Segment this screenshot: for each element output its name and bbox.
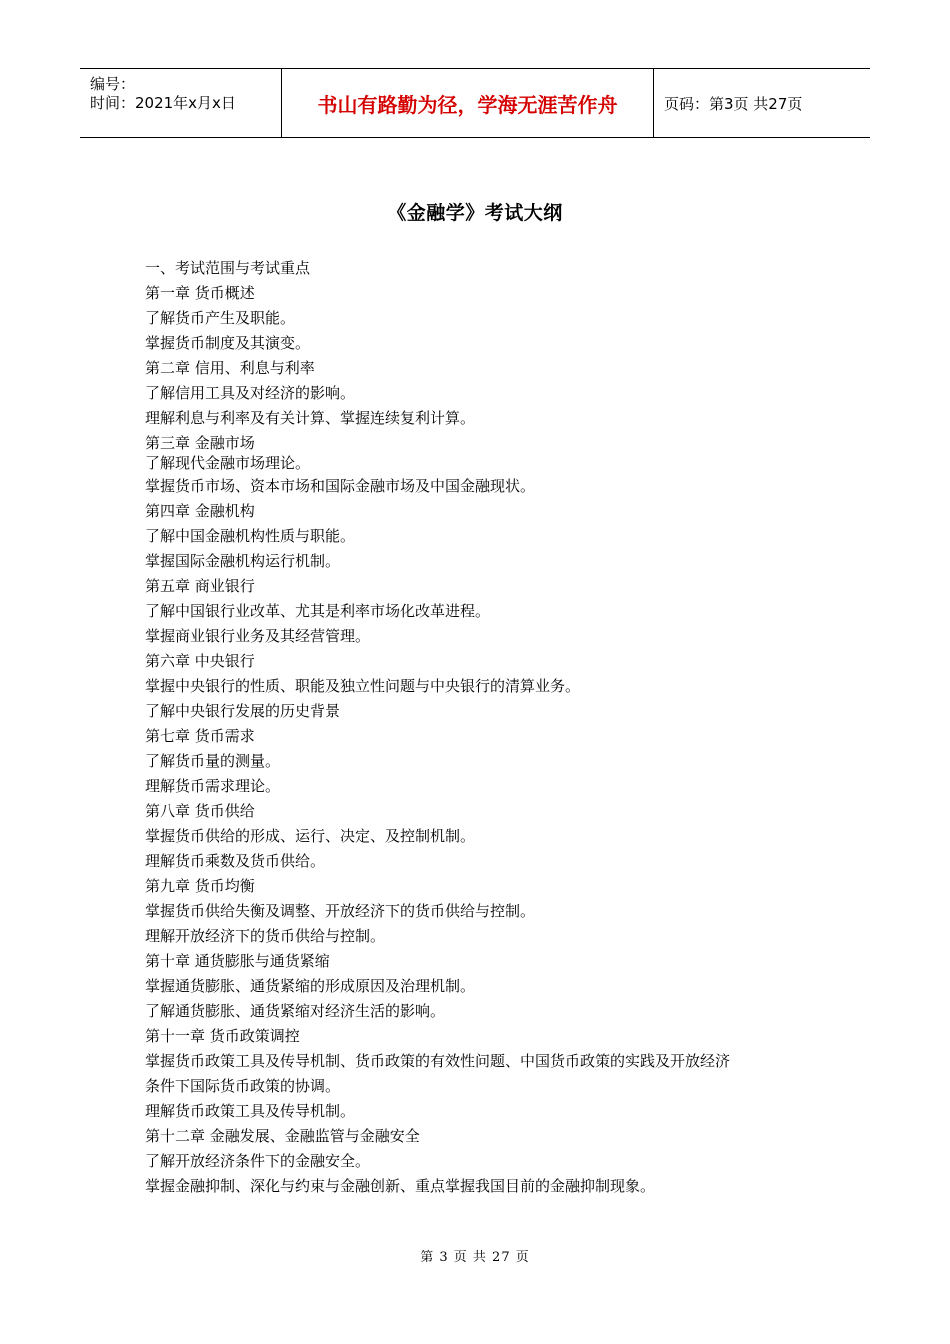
header-page-info: 页码：第3页 共27页 (664, 94, 803, 113)
body-line: 第八章 货币供给 (145, 802, 255, 820)
body-line: 第二章 信用、利息与利率 (145, 359, 315, 377)
body-line: 掌握通货膨胀、通货紧缩的形成原因及治理机制。 (145, 977, 476, 995)
body-line: 第七章 货币需求 (145, 727, 255, 745)
number-label: 编号： (90, 75, 136, 93)
body-line: 了解中国金融机构性质与职能。 (145, 527, 356, 545)
body-line: 理解货币政策工具及传导机制。 (145, 1102, 356, 1120)
body-line: 第四章 金融机构 (145, 502, 255, 520)
body-line: 了解通货膨胀、通货紧缩对经济生活的影响。 (145, 1002, 446, 1020)
body-line: 掌握金融抑制、深化与约束与金融创新、重点掌握我国目前的金融抑制现象。 (145, 1177, 656, 1195)
body-line: 了解信用工具及对经济的影响。 (145, 384, 356, 402)
body-line: 第十二章 金融发展、金融监管与金融安全 (145, 1127, 420, 1145)
body-line: 理解货币需求理论。 (145, 777, 281, 795)
body-line: 了解现代金融市场理论。 (145, 454, 311, 472)
body-line: 了解货币量的测量。 (145, 752, 281, 770)
body-line: 条件下国际货币政策的协调。 (145, 1077, 341, 1095)
body-line: 掌握货币供给失衡及调整、开放经济下的货币供给与控制。 (145, 902, 536, 920)
page-footer: 第 3 页 共 27 页 (420, 1250, 530, 1265)
body-line: 掌握货币政策工具及传导机制、货币政策的有效性问题、中国货币政策的实践及开放经济 (145, 1052, 731, 1070)
body-line: 了解货币产生及职能。 (145, 309, 296, 327)
body-line: 一、考试范围与考试重点 (145, 259, 311, 277)
body-line: 了解中央银行发展的历史背景 (145, 702, 341, 720)
header-motto: 书山有路勤为径，学海无涯苦作舟 (282, 69, 654, 137)
body-line: 掌握货币市场、资本市场和国际金融市场及中国金融现状。 (145, 477, 536, 495)
body-line: 理解利息与利率及有关计算、掌握连续复利计算。 (145, 409, 476, 427)
page-header (80, 68, 870, 138)
body-line: 第十章 通货膨胀与通货紧缩 (145, 952, 330, 970)
body-line: 了解中国银行业改革、尤其是利率市场化改革进程。 (145, 602, 491, 620)
body-line: 理解开放经济下的货币供给与控制。 (145, 927, 386, 945)
body-line: 掌握货币供给的形成、运行、决定、及控制机制。 (145, 827, 476, 845)
body-line: 第三章 金融市场 (145, 434, 255, 452)
body-line: 第九章 货币均衡 (145, 877, 255, 895)
body-line: 掌握国际金融机构运行机制。 (145, 552, 341, 570)
body-line: 掌握货币制度及其演变。 (145, 334, 311, 352)
date-label: 时间：2021年x月x日 (90, 94, 236, 112)
body-line: 第十一章 货币政策调控 (145, 1027, 300, 1045)
body-line: 掌握中央银行的性质、职能及独立性问题与中央银行的清算业务。 (145, 677, 581, 695)
body-line: 第六章 中央银行 (145, 652, 255, 670)
body-line: 了解开放经济条件下的金融安全。 (145, 1152, 371, 1170)
document-title: 《金融学》考试大纲 (387, 202, 563, 224)
body-line: 第五章 商业银行 (145, 577, 255, 595)
body-line: 掌握商业银行业务及其经营管理。 (145, 627, 371, 645)
header-meta (80, 69, 282, 137)
body-line: 理解货币乘数及货币供给。 (145, 852, 326, 870)
body-line: 第一章 货币概述 (145, 284, 255, 302)
